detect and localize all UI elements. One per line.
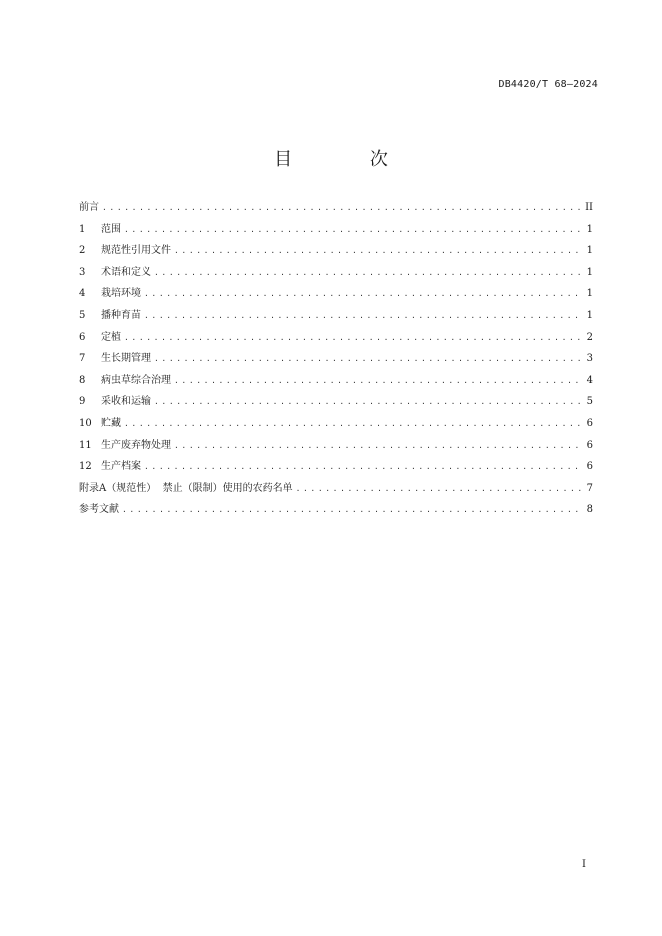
- toc-entry-label: 播种育苗: [101, 309, 141, 321]
- dot-leader: [124, 327, 582, 349]
- dot-leader: [122, 499, 582, 521]
- dot-leader: [144, 283, 582, 305]
- toc-entry-page: 5: [586, 396, 593, 408]
- toc-entry-number: 6: [79, 331, 86, 343]
- toc-entry-3[interactable]: [79, 262, 593, 284]
- toc-entry-page: 3: [586, 353, 593, 365]
- toc-entry-page: 4: [586, 374, 593, 386]
- toc-entry-2[interactable]: [79, 240, 593, 262]
- toc-entry-number: 8: [79, 374, 86, 386]
- toc-entry-label: 采收和运输: [101, 396, 151, 408]
- dot-leader: [154, 391, 582, 413]
- dot-leader: [174, 435, 582, 457]
- toc-entry-appendix-a[interactable]: [79, 478, 593, 500]
- toc-entry-1[interactable]: [79, 219, 593, 241]
- dot-leader: [144, 456, 582, 478]
- page-title: 目 次: [274, 149, 424, 170]
- toc-entry-7[interactable]: [79, 348, 593, 370]
- toc-entry-label: 规范性引用文件: [101, 245, 171, 257]
- toc-entry-number: 9: [79, 396, 86, 408]
- toc-entry-label: 生产废弃物处理: [101, 439, 171, 451]
- toc-entry-label: 生长期管理: [101, 353, 151, 365]
- toc-entry-number: 5: [79, 309, 86, 321]
- dot-leader: [102, 197, 582, 219]
- toc-entry-10[interactable]: [79, 413, 593, 435]
- toc-entry-11[interactable]: [79, 435, 593, 457]
- toc-entry-8[interactable]: [79, 370, 593, 392]
- toc-entry-label: 定植: [101, 331, 121, 343]
- toc-entry-label: 病虫草综合治理: [101, 374, 171, 386]
- toc-entry-number: 11: [79, 439, 92, 451]
- toc-entry-page: 1: [586, 223, 593, 235]
- toc-entry-number: 12: [79, 461, 92, 473]
- toc-entry-label: 范围: [101, 223, 121, 235]
- toc-entry-page: 8: [586, 504, 593, 516]
- toc-entry-page: 1: [586, 245, 593, 257]
- document-code: DB4420/T 68—2024: [498, 79, 598, 90]
- toc-entry-page: 2: [586, 331, 593, 343]
- toc-entry-number: 10: [79, 417, 92, 429]
- toc-entry-foreword[interactable]: [79, 197, 593, 219]
- toc-entry-label: 术语和定义: [101, 266, 151, 278]
- toc-entry-label: 附录A（规范性） 禁止（限制）使用的农药名单: [79, 482, 293, 494]
- toc-entry-page: 7: [586, 482, 593, 494]
- dot-leader: [174, 240, 582, 262]
- toc-entry-page: 1: [586, 288, 593, 300]
- toc-entry-page: 6: [586, 439, 593, 451]
- toc-entry-number: 4: [79, 288, 86, 300]
- toc-entry-label: 前言: [79, 202, 99, 213]
- page-number: I: [582, 859, 586, 870]
- dot-leader: [124, 219, 582, 241]
- toc-entry-page: 6: [586, 461, 593, 473]
- dot-leader: [154, 348, 582, 370]
- toc-entry-page: 1: [586, 266, 593, 278]
- toc-entry-references[interactable]: [79, 499, 593, 521]
- toc-entry-page: 1: [586, 309, 593, 321]
- toc-entry-label: 生产档案: [101, 461, 141, 473]
- toc-entry-6[interactable]: [79, 327, 593, 349]
- toc-entry-label: 参考文献: [79, 504, 119, 516]
- toc-entry-page: II: [585, 202, 593, 213]
- toc-entry-number: 2: [79, 245, 86, 257]
- dot-leader: [124, 413, 582, 435]
- toc-entry-label: 贮藏: [101, 417, 121, 429]
- toc-entry-5[interactable]: [79, 305, 593, 327]
- toc-entry-label: 栽培环境: [101, 288, 141, 300]
- dot-leader: [154, 262, 582, 284]
- toc-entry-9[interactable]: [79, 391, 593, 413]
- dot-leader: [296, 478, 582, 500]
- toc-entry-page: 6: [586, 417, 593, 429]
- toc-entry-4[interactable]: [79, 283, 593, 305]
- dot-leader: [144, 305, 582, 327]
- toc-entry-number: 3: [79, 266, 86, 278]
- table-of-contents: [79, 197, 593, 521]
- toc-entry-number: 7: [79, 353, 86, 365]
- toc-entry-12[interactable]: [79, 456, 593, 478]
- dot-leader: [174, 370, 582, 392]
- toc-entry-number: 1: [79, 223, 86, 235]
